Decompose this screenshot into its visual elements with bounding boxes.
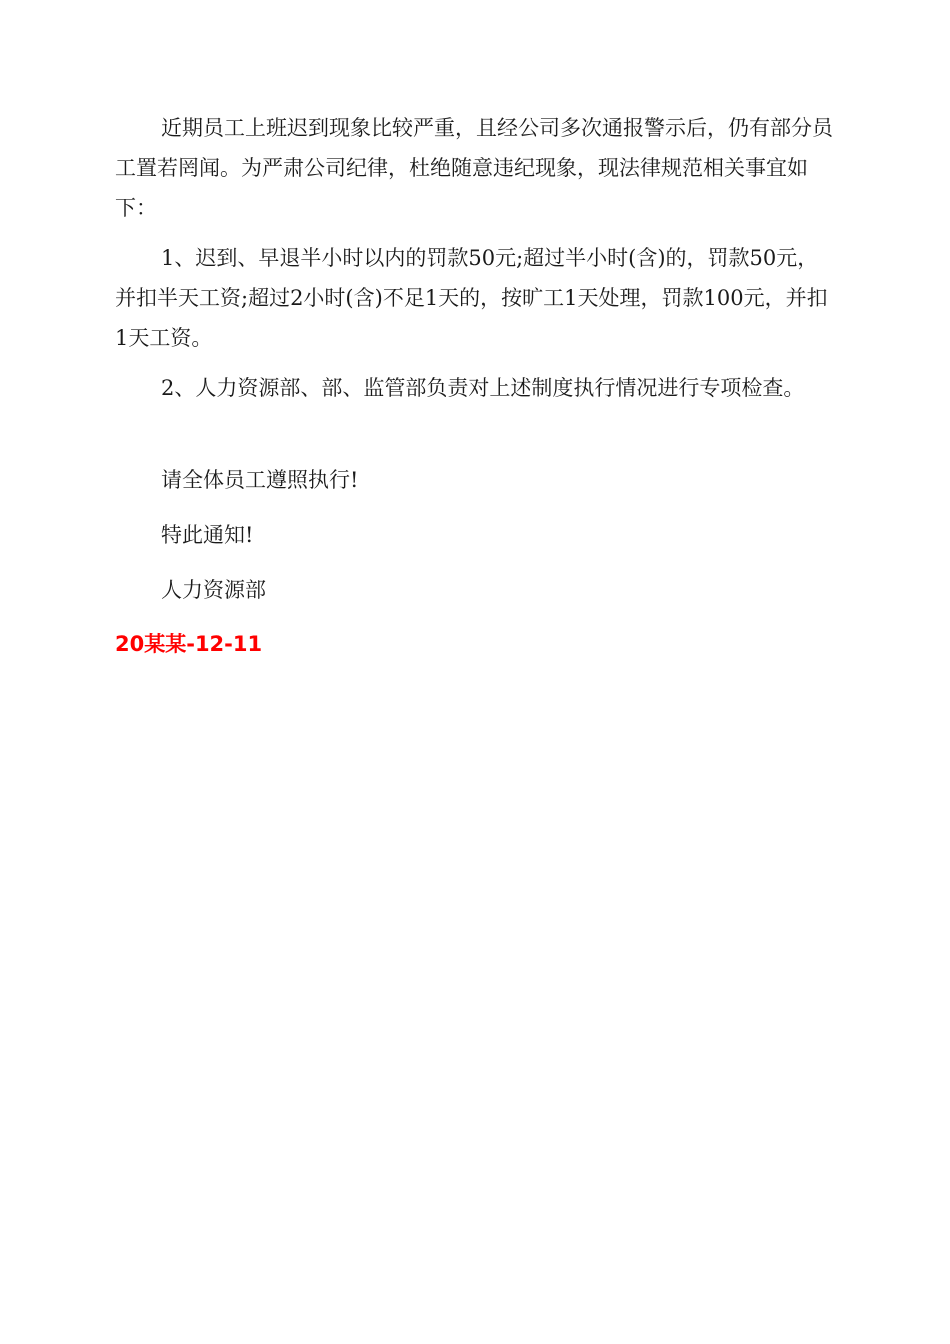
notice-paragraph-intro: 近期员工上班迟到现象比较严重，且经公司多次通报警示后，仍有部分员工置若罔闻。为严肃公司纪律，杜绝随意违纪现象，现法律规范相关事宜如下： (115, 116, 833, 220)
document-date: 20某某-12-11 (115, 632, 263, 656)
notice-paragraph-rule-1: 1、迟到、早退半小时以内的罚款50元;超过半小时(含)的，罚款50元，并扣半天工资;超过2小时(含)不足1天的，按旷工1天处理，罚款100元，并扣1天工资。 (115, 246, 828, 350)
closing-instruction: 请全体员工遵照执行! (161, 468, 359, 492)
notice-paragraph-rule-2: 2、人力资源部、部、监管部负责对上述制度执行情况进行专项检查。 (161, 376, 805, 400)
signature-department: 人力资源部 (161, 578, 266, 602)
closing-notice: 特此通知! (161, 523, 254, 547)
